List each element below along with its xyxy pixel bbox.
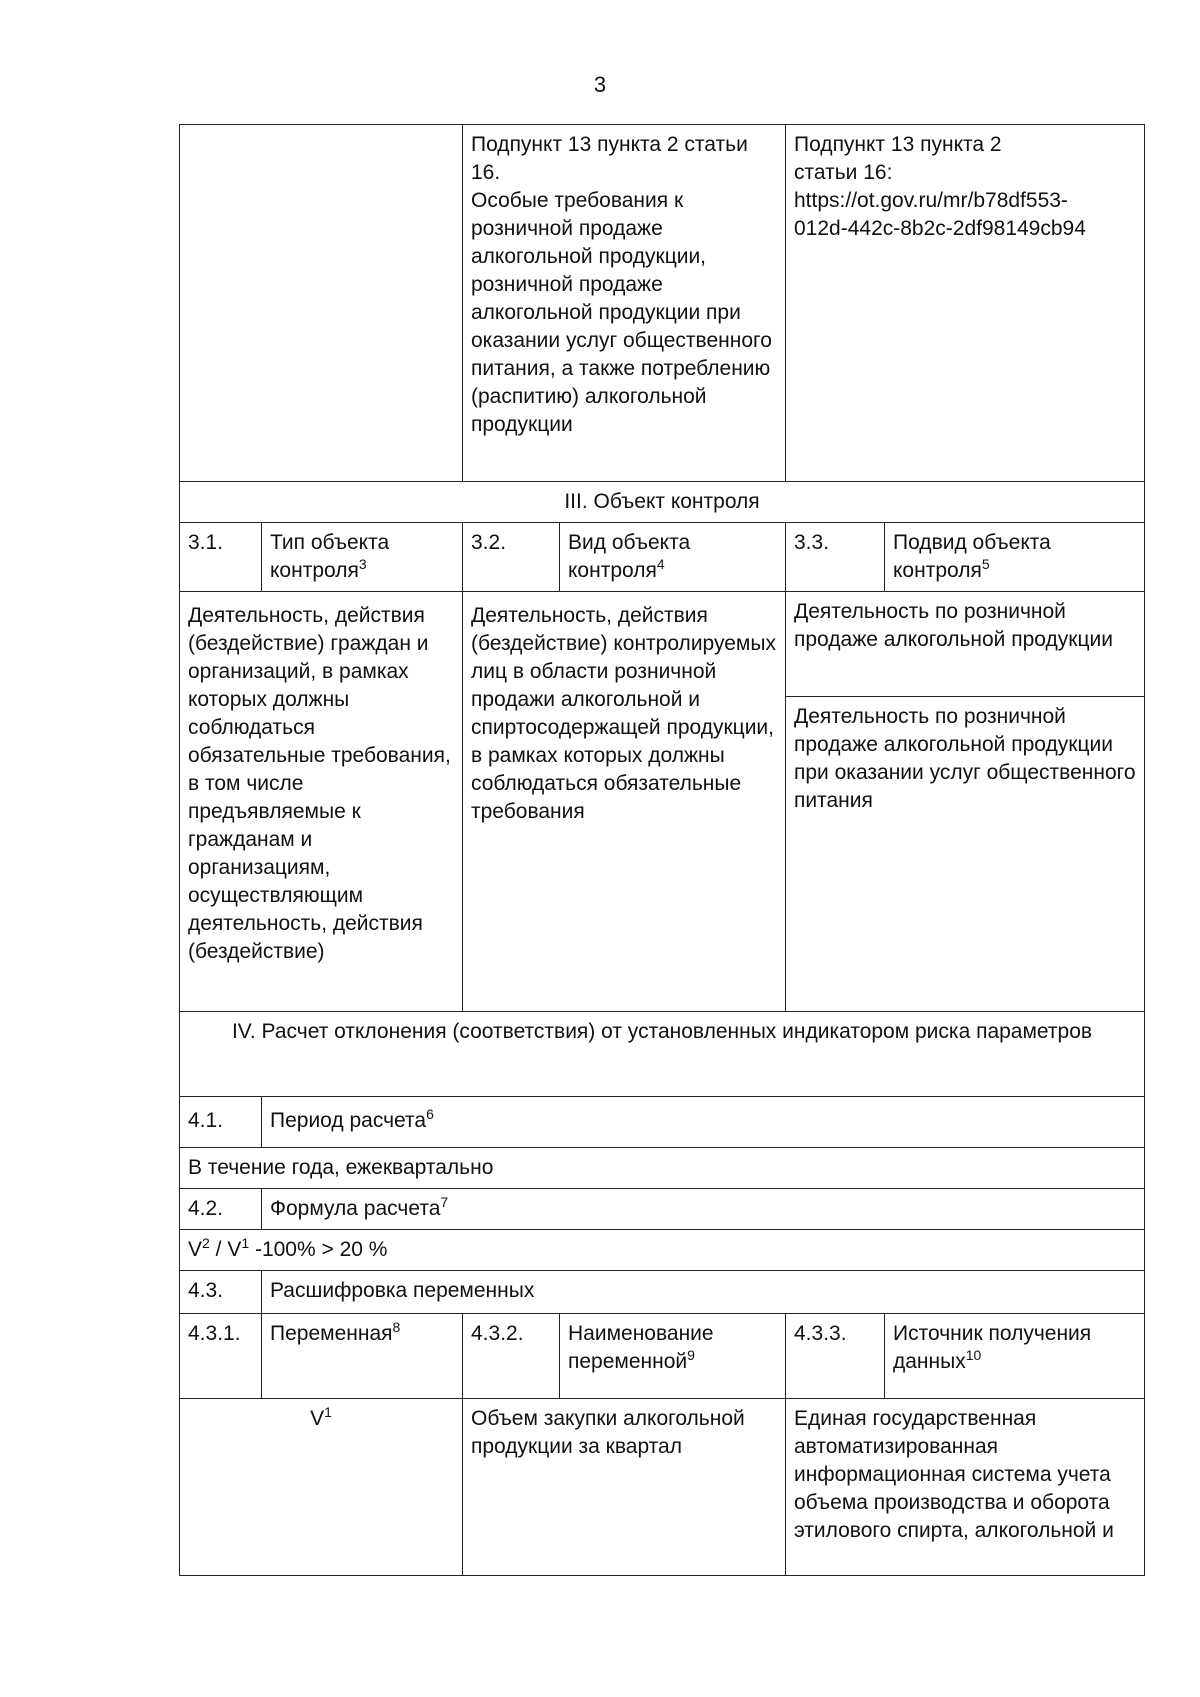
- object-kind-value: Деятельность, действия (бездействие) контролируемых лиц в области розничной продажи алкогольной и спиртосодержащей продукции, в рамках которых должны соблюдаться обязательные требования: [463, 592, 786, 1012]
- object-subkind-value-2: Деятельность по розничной продаже алкогольной продукции при оказании услуг общественного питания: [786, 697, 1145, 1012]
- legal-basis-link-cell: [786, 125, 1145, 482]
- page-number: 3: [593, 72, 607, 97]
- section3-header-row: [180, 482, 1145, 523]
- footnote-ref-4: 4: [656, 556, 665, 572]
- variable-v1-row: [180, 1399, 1145, 1576]
- footnote-ref-3: 3: [358, 556, 367, 572]
- object-kind-label: Вид объекта контроля: [568, 531, 691, 582]
- variable-name-label: Наименование переменной: [568, 1322, 714, 1373]
- variable-name-header: [560, 1314, 786, 1399]
- formula-tail: -100% > 20 %: [249, 1238, 388, 1261]
- variable-v1-symbol: V: [310, 1407, 325, 1430]
- item-number-3-1: 3.1.: [180, 523, 262, 592]
- footnote-ref-10: 10: [965, 1347, 982, 1363]
- item-number-4-3-1: 4.3.1.: [180, 1314, 262, 1399]
- item-number-3-3: 3.3.: [786, 523, 885, 592]
- footnote-ref-8: 8: [392, 1319, 401, 1335]
- formula-sup-2: 2: [202, 1235, 210, 1251]
- data-source-label: Источник получения данных: [893, 1322, 1092, 1373]
- formula-divisor: / V: [209, 1238, 242, 1261]
- indicator-table: [179, 124, 1145, 1576]
- footnote-ref-7: 7: [440, 1194, 449, 1210]
- section3-title: III. Объект контроля: [180, 482, 1145, 523]
- period-label: Период расчета: [270, 1109, 427, 1132]
- legal-basis-url-part2: 012d-442c-8b2c-2df98149cb94: [794, 217, 1086, 240]
- object-type-header: [262, 523, 463, 592]
- item-number-3-2: 3.2.: [463, 523, 560, 592]
- variable-v1-sup: 1: [324, 1404, 332, 1420]
- item-number-4-2: 4.2.: [180, 1189, 262, 1230]
- formula-label: Формула расчета: [270, 1197, 441, 1220]
- data-source-header: [885, 1314, 1145, 1399]
- period-header: [262, 1097, 1145, 1148]
- section4-title: IV. Расчет отклонения (соответствия) от установленных индикатором риска параметров: [180, 1012, 1145, 1097]
- period-value-row: [180, 1148, 1145, 1189]
- object-kind-header: [560, 523, 786, 592]
- variable-label: Переменная: [270, 1322, 393, 1345]
- footnote-ref-5: 5: [981, 556, 990, 572]
- variable-v1-source: Единая государственная автоматизированная информационная система учета объема производства и оборота этилового спирта, алкогольной и: [786, 1399, 1145, 1576]
- item-number-4-3-2: 4.3.2.: [463, 1314, 560, 1399]
- variables-label: Расшифровка переменных: [262, 1271, 1145, 1314]
- variable-v1: [180, 1399, 463, 1576]
- formula-v2: V: [188, 1238, 203, 1261]
- object-subkind-header: [885, 523, 1145, 592]
- variables-header-row: [180, 1271, 1145, 1314]
- legal-basis-requirement: Подпункт 13 пункта 2 статьи 16. Особые требования к розничной продаже алкогольной продукции, розничной продаже алкогольной продукции при оказании услуг общественного питания, а также потреблению (распитию) алкогольной продукции: [463, 125, 786, 482]
- period-value: В течение года, ежеквартально: [180, 1148, 1145, 1189]
- formula-value: [180, 1230, 1145, 1271]
- object-subkind-label: Подвид объекта контроля: [893, 531, 1051, 582]
- object-type-label: Тип объекта контроля: [270, 531, 390, 582]
- item-number-4-3: 4.3.: [180, 1271, 262, 1314]
- legal-basis-article-line2: статьи 16:: [794, 161, 893, 184]
- section4-header-row: [180, 1012, 1145, 1097]
- object-subkind-value-1: Деятельность по розничной продаже алкогольной продукции: [786, 592, 1145, 697]
- variable-v1-name: Объем закупки алкогольной продукции за квартал: [463, 1399, 786, 1576]
- variable-header: [262, 1314, 463, 1399]
- period-header-row: [180, 1097, 1145, 1148]
- object-type-value: Деятельность, действия (бездействие) граждан и организаций, в рамках которых должны соблюдаться обязательные требования, в том числе предъявляемые к гражданам и организациям, осуществляющим деятельность, действия (бездействие): [180, 592, 463, 1012]
- footnote-ref-6: 6: [426, 1106, 434, 1122]
- footnote-ref-9: 9: [687, 1347, 695, 1363]
- legal-basis-row: [180, 125, 1145, 482]
- variable-columns-row: [180, 1314, 1145, 1399]
- item-number-4-1: 4.1.: [180, 1097, 262, 1148]
- formula-header: [262, 1189, 1145, 1230]
- legal-basis-url-part1: https://ot.gov.ru/mr/b78df553-: [794, 189, 1068, 212]
- legal-basis-article-line1: Подпункт 13 пункта 2: [794, 133, 1002, 156]
- item-number-4-3-3: 4.3.3.: [786, 1314, 885, 1399]
- formula-header-row: [180, 1189, 1145, 1230]
- object-values-row-1: [180, 592, 1145, 697]
- empty-cell: [180, 125, 463, 482]
- formula-value-row: [180, 1230, 1145, 1271]
- object-headers-row: [180, 523, 1145, 592]
- formula-sup-1: 1: [241, 1235, 250, 1251]
- legal-basis-url[interactable]: [794, 189, 1086, 240]
